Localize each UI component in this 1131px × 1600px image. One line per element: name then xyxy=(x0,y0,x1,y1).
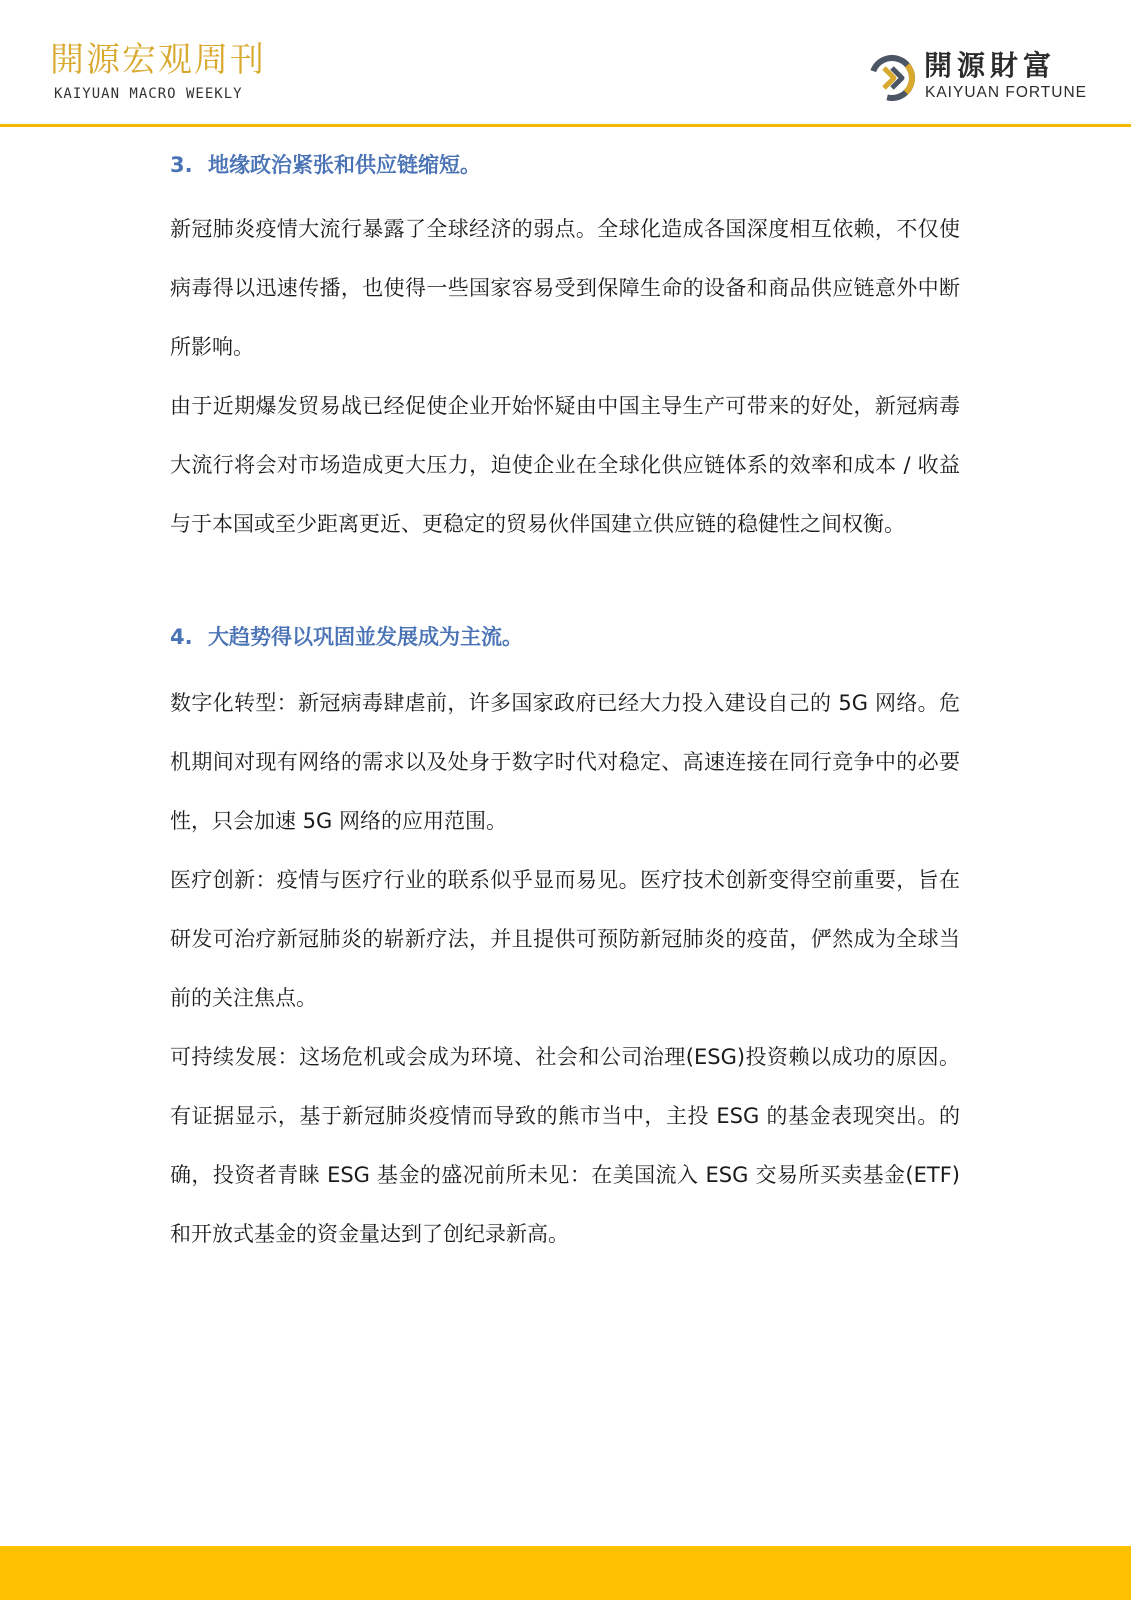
section-number: 4. xyxy=(170,625,193,649)
section-title: 大趋势得以巩固並发展成为主流。 xyxy=(208,625,523,649)
paragraph: 数字化转型：新冠病毒肆虐前，许多国家政府已经大力投入建设自己的 5G 网络。危机期间对现有网络的需求以及处身于数字时代对稳定、高速连接在同行竞争中的必要性，只会加速 5G 网络的应用范围。 xyxy=(170,691,960,833)
publication-title: 開源宏观周刊 xyxy=(50,40,266,80)
kaiyuan-logo-icon xyxy=(866,52,918,104)
logo-english-name: KAIYUAN FORTUNE xyxy=(925,84,1087,101)
section-heading xyxy=(170,148,960,182)
paragraph: 新冠肺炎疫情大流行暴露了全球经济的弱点。全球化造成各国深度相互依赖，不仅使病毒得以迅速传播，也使得一些国家容易受到保障生命的设备和商品供应链意外中断所影响。 xyxy=(170,217,960,359)
section-number: 3. xyxy=(170,153,193,177)
paragraph: 可持续发展：这场危机或会成为环境、社会和公司治理(ESG)投资赖以成功的原因。有证据显示，基于新冠肺炎疫情而导致的熊市当中，主投 ESG 的基金表现突出。的确，投资者青睐 ESG 基金的盛况前所未见：在美国流入 ESG 交易所买卖基金(ETF)和开放式基金的资金量达到了创纪录新高。 xyxy=(170,1045,960,1246)
section-title: 地缘政治紧张和供应链缩短。 xyxy=(208,153,481,177)
logo-chinese-name: 開源財富 xyxy=(924,49,1057,82)
paragraph: 由于近期爆发贸易战已经促使企业开始怀疑由中国主导生产可带来的好处，新冠病毒大流行将会对市场造成更大压力，迫使企业在全球化供应链体系的效率和成本 / 收益与于本国或至少距离更近、更稳定的贸易伙伴国建立供应链的稳健性之间权衡。 xyxy=(170,394,960,536)
article-body xyxy=(170,148,960,1264)
section-heading xyxy=(170,620,960,654)
publication-subtitle: KAIYUAN MACRO WEEKLY xyxy=(54,86,243,102)
footer-band xyxy=(0,1546,1131,1600)
page-header xyxy=(0,0,1131,128)
company-logo xyxy=(866,48,1096,108)
paragraph: 医疗创新：疫情与医疗行业的联系似乎显而易见。医疗技术创新变得空前重要，旨在研发可治疗新冠肺炎的崭新疗法，并且提供可预防新冠肺炎的疫苗，俨然成为全球当前的关注焦点。 xyxy=(170,868,960,1010)
header-divider xyxy=(0,124,1131,127)
